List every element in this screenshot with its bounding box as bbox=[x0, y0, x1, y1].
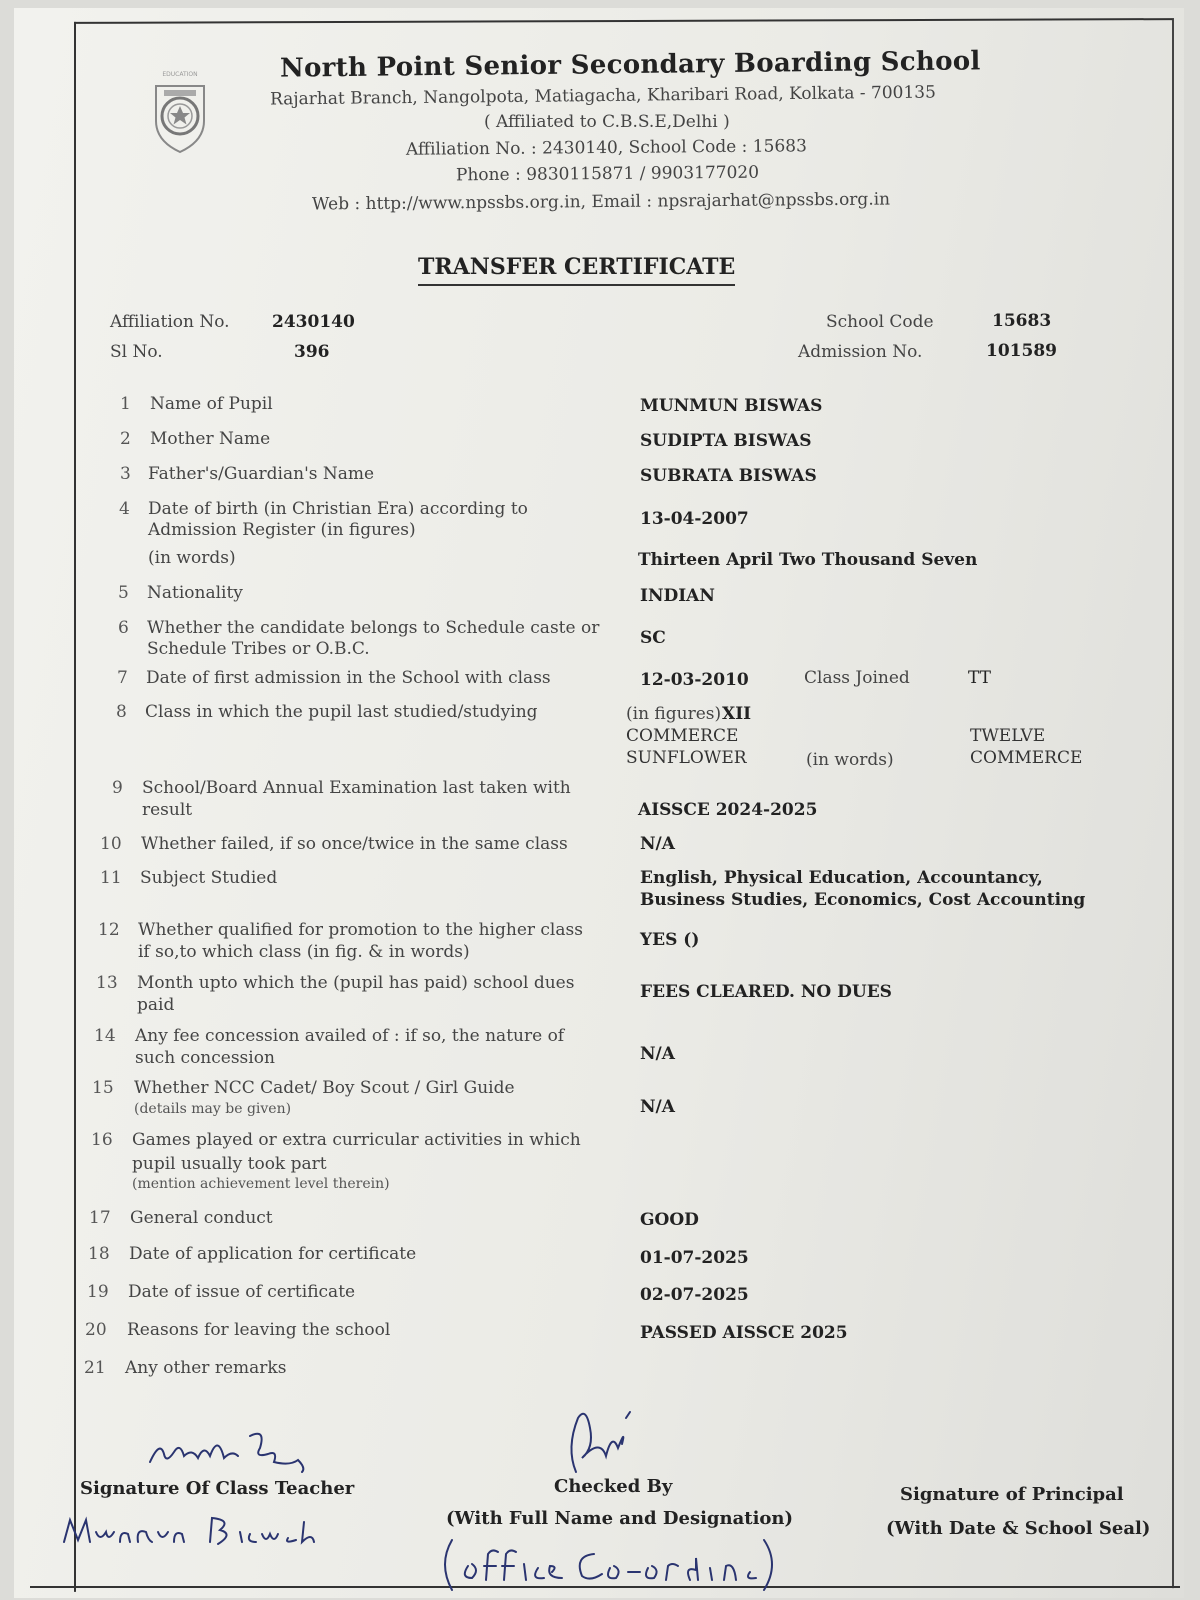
item-number: 4 bbox=[119, 499, 130, 519]
item-number: 19 bbox=[87, 1282, 109, 1302]
sl-value: 396 bbox=[294, 342, 330, 362]
item-value: SC bbox=[640, 628, 666, 648]
item-number: 7 bbox=[117, 668, 128, 688]
school-address: Rajarhat Branch, Nangolpota, Matiagacha, Kharibari Road, Kolkata - 700135 bbox=[269, 82, 936, 110]
item-value: N/A bbox=[640, 1097, 675, 1117]
item-value: MUNMUN BISWAS bbox=[640, 396, 823, 416]
class-words-line2: COMMERCE bbox=[970, 748, 1083, 768]
class-section-value: SUNFLOWER bbox=[626, 748, 747, 768]
affiliation-label: Affiliation No. bbox=[110, 312, 230, 332]
class-joined-value: TT bbox=[968, 668, 991, 688]
item-label-line2: Admission Register (in figures) bbox=[148, 520, 416, 540]
item-number: 10 bbox=[100, 834, 122, 854]
item-value: PASSED AISSCE 2025 bbox=[640, 1323, 848, 1343]
item-number: 21 bbox=[84, 1358, 106, 1378]
item-value: 01-07-2025 bbox=[640, 1248, 749, 1268]
in-words-label: (in words) bbox=[806, 750, 894, 770]
svg-text:EDUCATION: EDUCATION bbox=[162, 71, 198, 78]
item-value: 02-07-2025 bbox=[640, 1285, 749, 1305]
item-label: Whether NCC Cadet/ Boy Scout / Girl Guide bbox=[134, 1078, 515, 1098]
web-email-line: Web : http://www.npssbs.org.in, Email : npsrajarhat@npssbs.org.in bbox=[311, 189, 891, 215]
student-signature-icon bbox=[60, 1512, 320, 1552]
item-label-line2: (details may be given) bbox=[134, 1101, 292, 1117]
class-words-line1: TWELVE bbox=[970, 726, 1046, 746]
item-label: Any other remarks bbox=[125, 1358, 287, 1378]
admission-value: 101589 bbox=[986, 341, 1057, 361]
affiliation-line: Affiliation No. : 2430140, School Code : 15683 bbox=[405, 136, 807, 160]
item-label-line2: paid bbox=[137, 995, 175, 1015]
item-label: Date of issue of certificate bbox=[128, 1282, 356, 1302]
item-number: 13 bbox=[96, 973, 118, 993]
item-value: SUDIPTA BISWAS bbox=[640, 431, 812, 451]
item-label: Class in which the pupil last studied/studying bbox=[145, 702, 538, 722]
item-number: 8 bbox=[116, 702, 127, 722]
item-value: N/A bbox=[640, 1044, 675, 1064]
item-label-line2: pupil usually took part bbox=[132, 1154, 327, 1174]
item-label: General conduct bbox=[130, 1208, 273, 1228]
item-number: 11 bbox=[100, 868, 122, 888]
item-value: YES () bbox=[640, 930, 700, 950]
item-label: Subject Studied bbox=[140, 868, 278, 888]
item-number: 12 bbox=[98, 920, 120, 940]
item-value: FEES CLEARED. NO DUES bbox=[640, 982, 892, 1002]
item-label: Nationality bbox=[147, 583, 243, 603]
principal-signature-label: Signature of Principal bbox=[900, 1484, 1124, 1505]
item-label-line2: result bbox=[142, 800, 193, 820]
item-label: Whether qualified for promotion to the higher class bbox=[138, 920, 583, 940]
item-label-line3: (in words) bbox=[148, 548, 236, 568]
item-number: 3 bbox=[120, 464, 131, 484]
item-number: 17 bbox=[89, 1208, 111, 1228]
item-number: 14 bbox=[94, 1026, 116, 1046]
item-number: 2 bbox=[120, 429, 131, 449]
item-value: N/A bbox=[640, 834, 675, 854]
checked-by-label: Checked By bbox=[554, 1476, 673, 1497]
item-number: 16 bbox=[91, 1130, 113, 1150]
checked-by-signature-icon bbox=[556, 1408, 646, 1478]
item-value: GOOD bbox=[640, 1210, 699, 1230]
item-label: School/Board Annual Examination last taken with bbox=[142, 778, 571, 798]
subjects-line2: Business Studies, Economics, Cost Accounting bbox=[640, 890, 1086, 910]
document-title: TRANSFER CERTIFICATE bbox=[418, 254, 735, 286]
item-number: 6 bbox=[118, 618, 129, 638]
item-label: Date of application for certificate bbox=[129, 1244, 417, 1264]
item-label: Whether the candidate belongs to Schedule caste or bbox=[147, 618, 600, 638]
affiliation-value: 2430140 bbox=[272, 312, 355, 332]
class-stream-value: COMMERCE bbox=[626, 726, 739, 746]
dob-words-value: Thirteen April Two Thousand Seven bbox=[638, 550, 978, 570]
item-label: Any fee concession availed of : if so, the nature of bbox=[135, 1026, 565, 1046]
class-teacher-signature-label: Signature Of Class Teacher bbox=[80, 1478, 355, 1499]
first-admission-date: 12-03-2010 bbox=[640, 670, 749, 690]
item-label: Reasons for leaving the school bbox=[127, 1320, 391, 1340]
principal-seal-label: (With Date & School Seal) bbox=[886, 1518, 1151, 1539]
class-figures-value: XII bbox=[722, 704, 752, 724]
item-label-line2: Schedule Tribes or O.B.C. bbox=[147, 639, 370, 659]
item-number: 9 bbox=[112, 778, 123, 798]
item-label: Father's/Guardian's Name bbox=[148, 464, 375, 484]
item-label-line2: such concession bbox=[135, 1048, 275, 1068]
item-label: Mother Name bbox=[150, 429, 271, 449]
school-emblem-icon bbox=[146, 66, 214, 156]
phone-line: Phone : 9830115871 / 9903177020 bbox=[455, 162, 760, 186]
item-label: Name of Pupil bbox=[150, 394, 273, 414]
designation-handwriting-icon bbox=[434, 1534, 784, 1594]
checked-by-designation-label: (With Full Name and Designation) bbox=[446, 1508, 794, 1529]
item-value: AISSCE 2024-2025 bbox=[638, 800, 818, 820]
item-number: 15 bbox=[92, 1078, 114, 1098]
item-label: Whether failed, if so once/twice in the same class bbox=[141, 834, 568, 854]
admission-label: Admission No. bbox=[798, 342, 923, 362]
item-number: 5 bbox=[118, 583, 129, 603]
class-joined-label: Class Joined bbox=[804, 668, 910, 688]
item-number: 20 bbox=[85, 1320, 107, 1340]
item-label: Date of birth (in Christian Era) according to bbox=[148, 499, 528, 519]
class-teacher-signature-icon bbox=[140, 1424, 320, 1474]
item-label-line2: if so,to which class (in fig. & in words) bbox=[138, 942, 470, 962]
item-label: Games played or extra curricular activities in which bbox=[132, 1130, 581, 1150]
subjects-line1: English, Physical Education, Accountancy, bbox=[640, 868, 1043, 888]
school-code-value: 15683 bbox=[992, 311, 1052, 331]
school-code-label: School Code bbox=[826, 312, 934, 332]
dob-figures-value: 13-04-2007 bbox=[640, 509, 749, 529]
item-value: INDIAN bbox=[640, 586, 715, 606]
item-label: Month upto which the (pupil has paid) school dues bbox=[137, 973, 575, 993]
item-value: SUBRATA BISWAS bbox=[640, 466, 817, 486]
affiliation-note: ( Affiliated to C.B.S.E,Delhi ) bbox=[484, 112, 730, 132]
item-label: Date of first admission in the School with class bbox=[146, 668, 551, 688]
sl-label: Sl No. bbox=[110, 342, 163, 362]
item-label-line3: (mention achievement level therein) bbox=[132, 1176, 390, 1192]
item-number: 1 bbox=[120, 394, 131, 414]
school-name: North Point Senior Secondary Boarding School bbox=[279, 46, 981, 84]
item-number: 18 bbox=[88, 1244, 110, 1264]
in-figures-label: (in figures) bbox=[626, 704, 722, 724]
